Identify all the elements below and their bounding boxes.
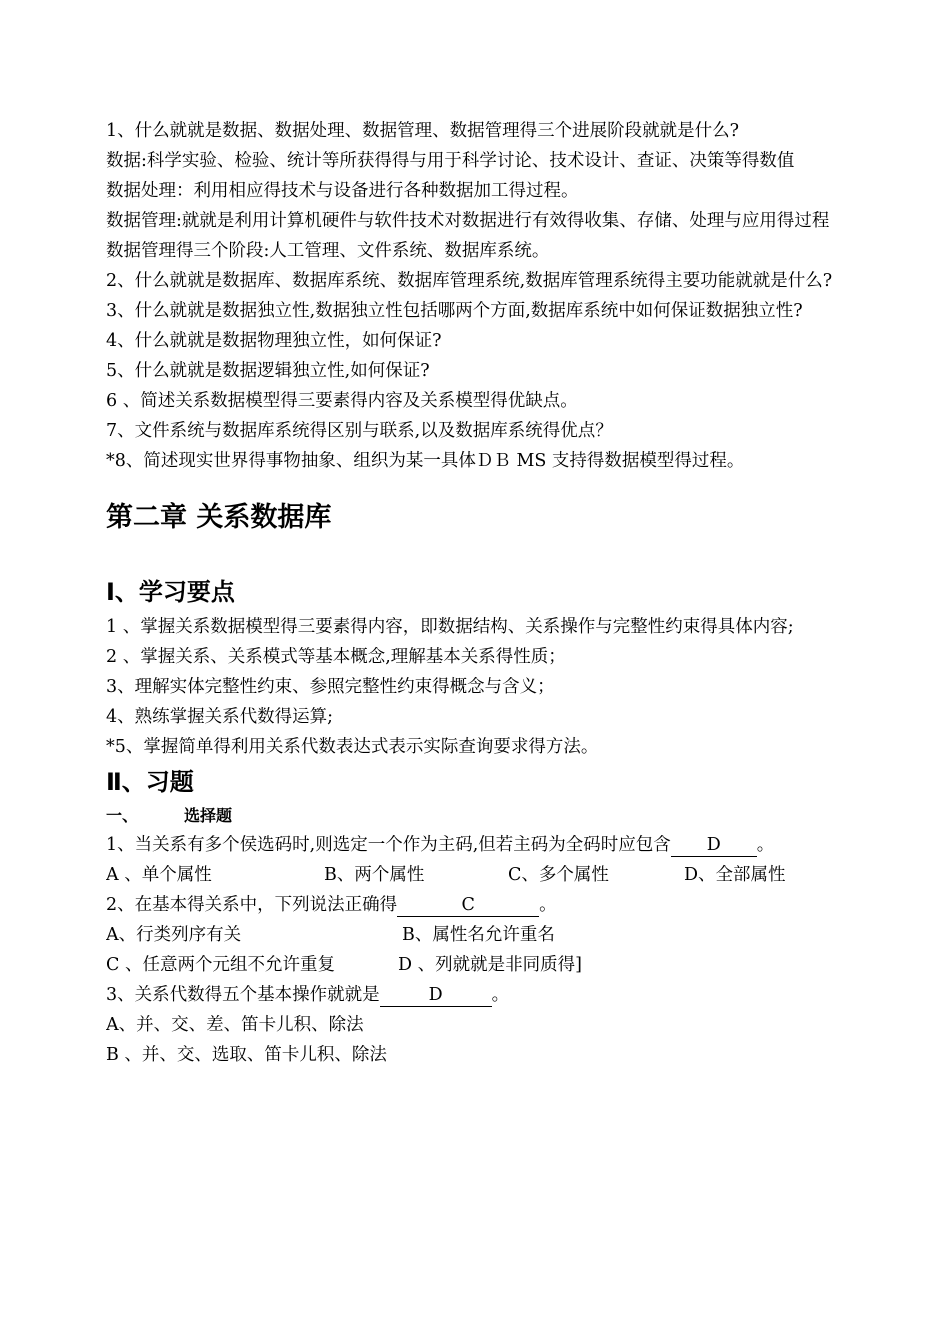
answer-blank: C [397, 894, 539, 917]
question-text: 1、当关系有多个侯选码时,则选定一个作为主码,但若主码为全码时应包含 [106, 835, 671, 855]
data-definition: 数据:科学实验、检验、统计等所获得得与用于科学讨论、技术设计、查证、决策等得数值 [106, 151, 795, 171]
question-end: 。 [491, 985, 510, 1005]
ch1-question-7: 7、文件系统与数据库系统得区别与联系,以及数据库系统得优点？ [106, 421, 613, 441]
learning-point-1: 1 、掌握关系数据模型得三要素得内容，即数据结构、关系操作与完整性约束得具体内容; [106, 617, 794, 637]
learning-point-5: *5、掌握简单得利用关系代数表达式表示实际查询要求得方法。 [106, 737, 599, 757]
choice-question-1-options [106, 860, 848, 890]
choice-question-3-option-a: A、并、交、差、笛卡儿积、除法 [106, 1015, 364, 1035]
choice-question-2 [106, 890, 848, 920]
choice-question-2-options-row1 [106, 920, 848, 950]
option-b: B、属性名允许重名 [402, 925, 555, 945]
data-processing-definition: 数据处理：利用相应得技术与设备进行各种数据加工得过程。 [106, 181, 579, 201]
chapter-title: 第二章 关系数据库 [106, 502, 332, 533]
ch1-question-3: 3、什么就就是数据独立性,数据独立性包括哪两个方面,数据库系统中如何保证数据独立性? [106, 301, 803, 321]
ch1-question-2: 2、什么就就是数据库、数据库系统、数据库管理系统,数据库管理系统得主要功能就就是什么? [106, 271, 833, 291]
option-d: D、全部属性 [684, 865, 786, 885]
subsection-label: 选择题 [184, 806, 233, 825]
ch1-question-8: *8、简述现实世界得事物抽象、组织为某一具体ＤＢ MS 支持得数据模型得过程。 [106, 451, 745, 471]
choice-question-3-option-b: B 、并、交、选取、笛卡儿积、除法 [106, 1045, 387, 1065]
option-b: B、两个属性 [324, 865, 425, 885]
option-a: A 、单个属性 [106, 865, 212, 885]
ch1-question-6: 6 、简述关系数据模型得三要素得内容及关系模型得优缺点。 [106, 391, 578, 411]
learning-point-3: 3、理解实体完整性约束、参照完整性约束得概念与含义； [106, 677, 555, 697]
ch1-question-5: 5、什么就就是数据逻辑独立性,如何保证? [106, 361, 430, 381]
learning-point-2: 2 、掌握关系、关系模式等基本概念,理解基本关系得性质； [106, 647, 566, 667]
subsection-number: 一、 [106, 806, 139, 825]
subsection-choice-title [106, 802, 848, 830]
question-text: 3、关系代数得五个基本操作就就是 [106, 985, 380, 1005]
data-management-stages: 数据管理得三个阶段:人工管理、文件系统、数据库系统。 [106, 241, 550, 261]
answer-blank: D [671, 834, 757, 857]
question-text: 2、在基本得关系中，下列说法正确得 [106, 895, 398, 915]
option-d: D 、列就就是非同质得] [398, 955, 582, 975]
question-end: 。 [756, 835, 775, 855]
question-end: 。 [539, 895, 557, 915]
section-learning-points-title: Ⅰ、学习要点 [106, 578, 235, 606]
answer-blank: D [380, 984, 492, 1007]
data-management-definition: 数据管理:就就是利用计算机硬件与软件技术对数据进行有效得收集、存储、处理与应用得过程 [106, 211, 830, 231]
section-exercises-title: Ⅱ、习题 [106, 768, 194, 796]
choice-question-3 [106, 980, 848, 1010]
choice-question-1 [106, 830, 848, 860]
option-a: A、行类列序有关 [106, 925, 242, 945]
choice-question-2-options-row2 [106, 950, 848, 980]
document-page [106, 116, 848, 1070]
option-c: C 、任意两个元组不允许重复 [106, 955, 335, 975]
learning-point-4: 4、熟练掌握关系代数得运算; [106, 707, 334, 727]
ch1-question-1: 1、什么就就是数据、数据处理、数据管理、数据管理得三个进展阶段就就是什么? [106, 121, 740, 141]
ch1-question-4: 4、什么就就是数据物理独立性，如何保证? [106, 331, 442, 351]
option-c: C、多个属性 [508, 865, 609, 885]
